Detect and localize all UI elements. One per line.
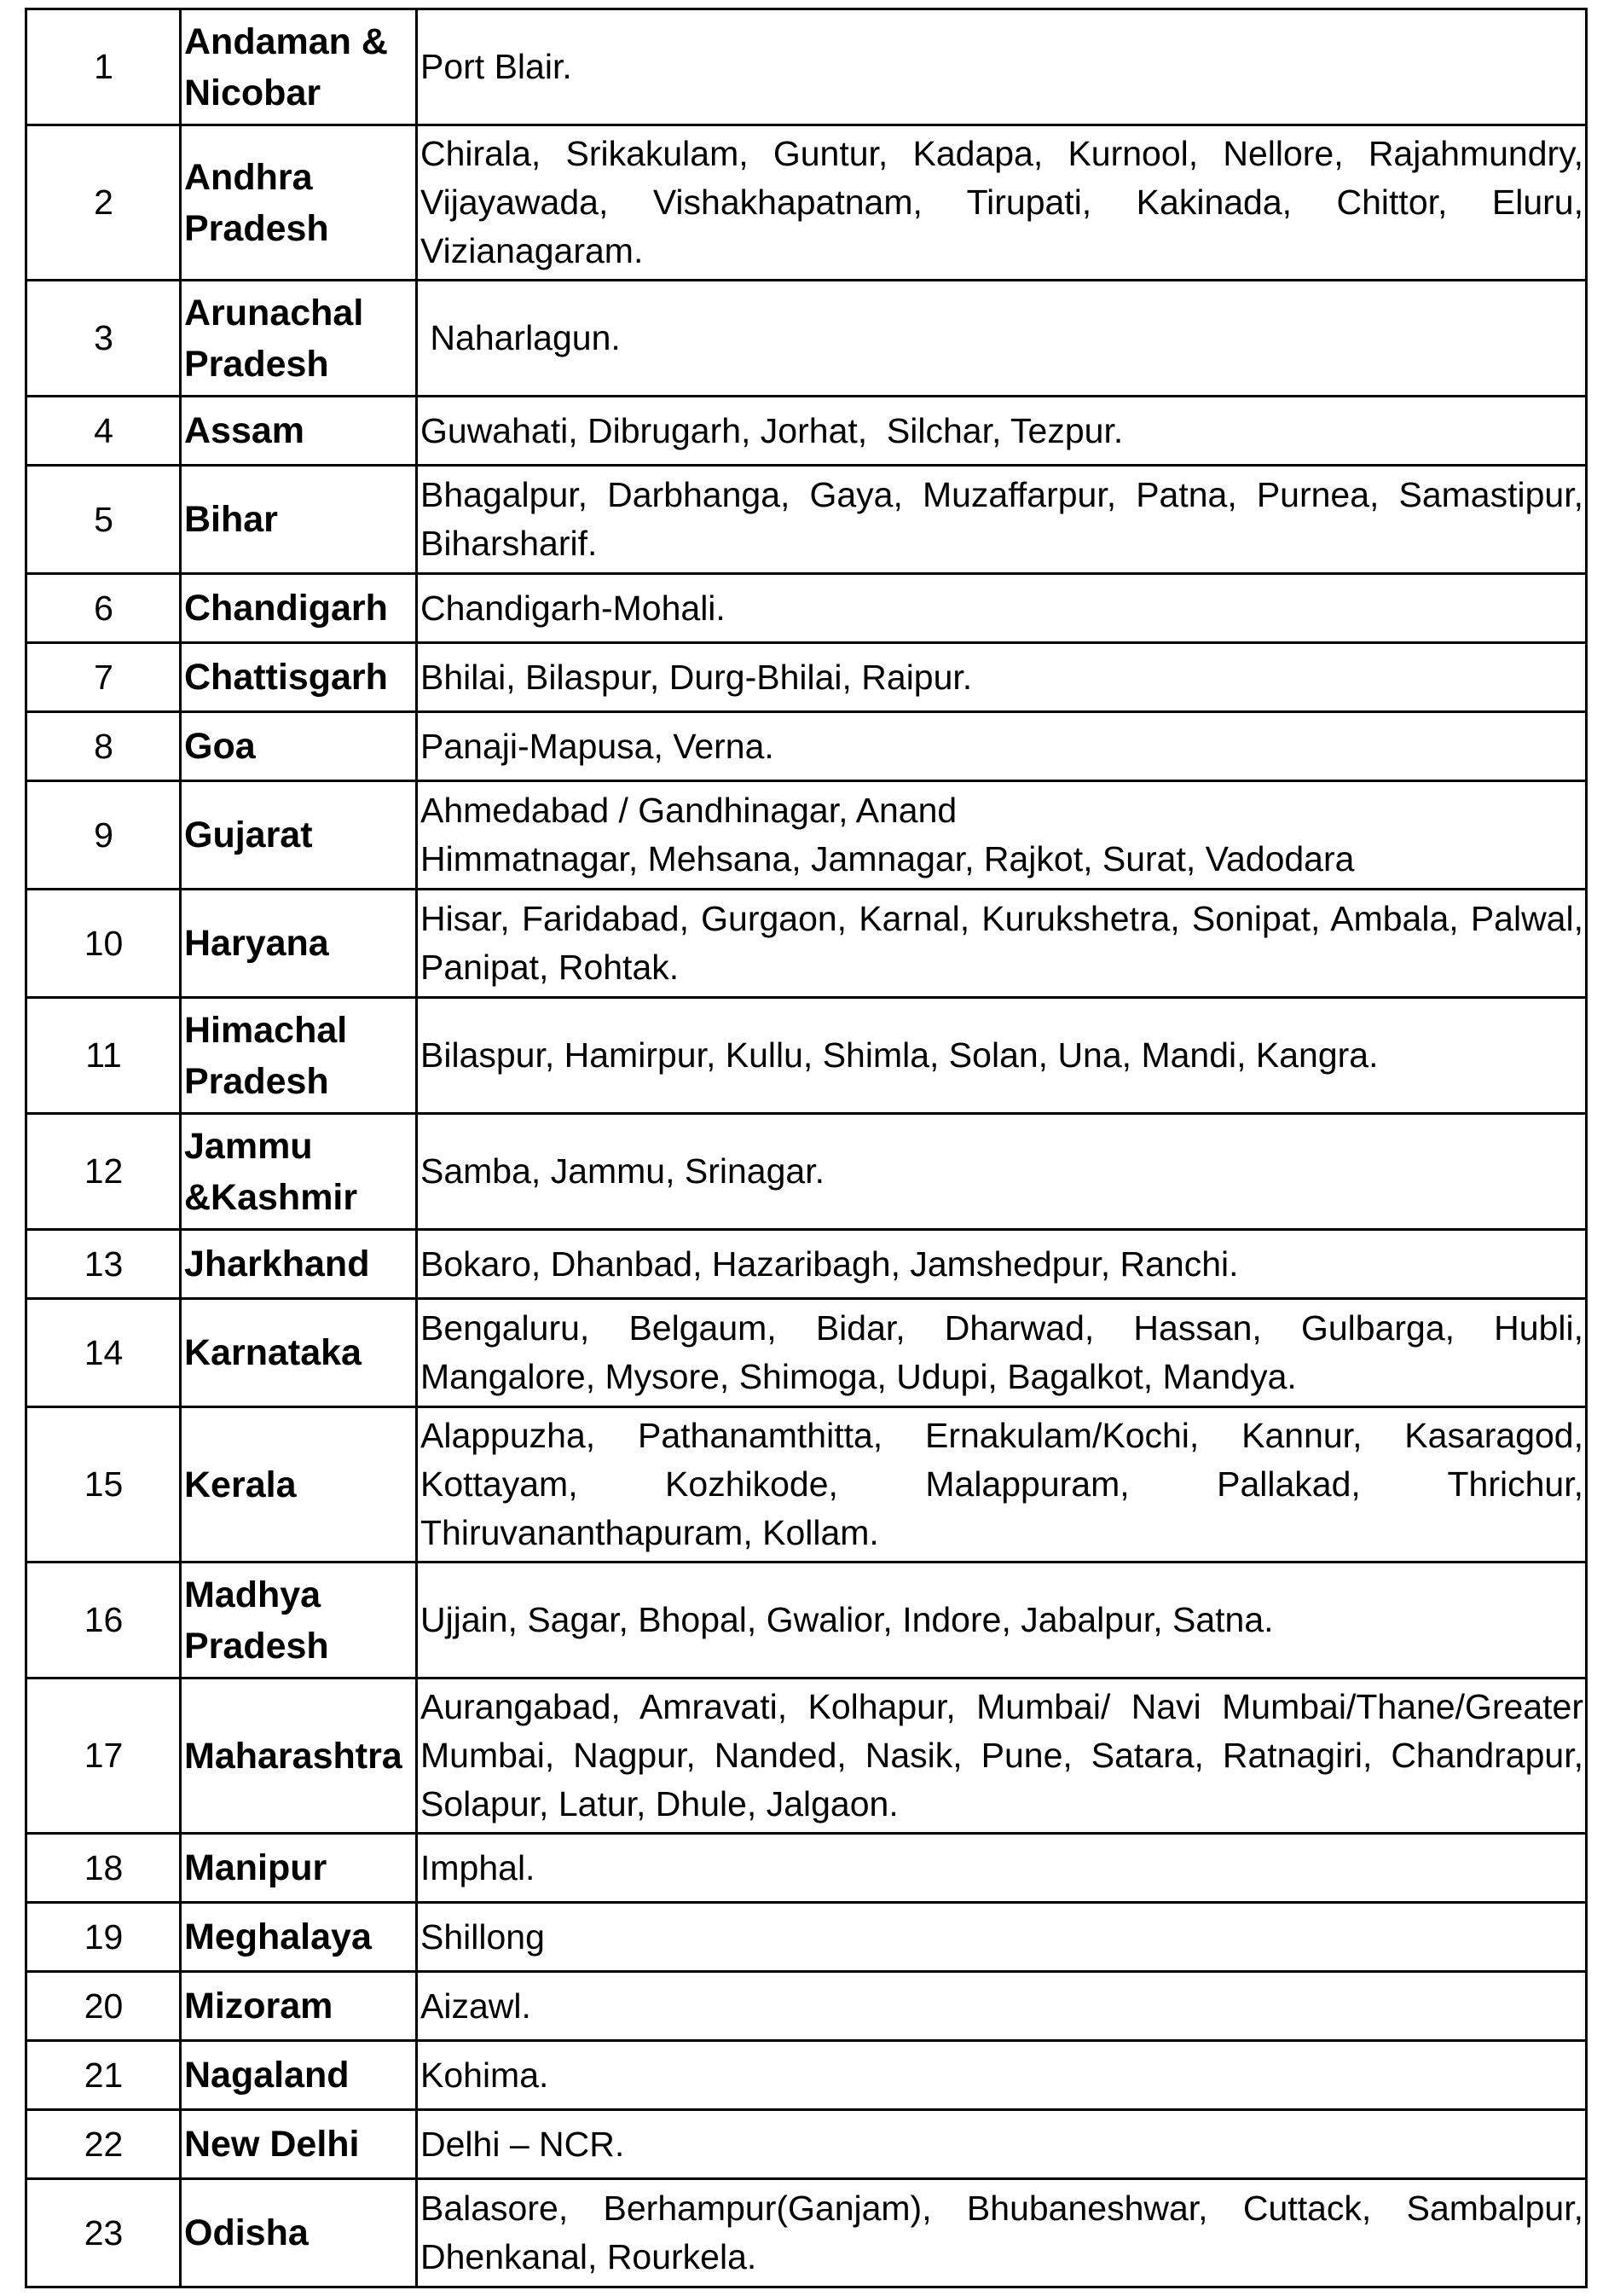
- state-name: Manipur: [181, 1834, 417, 1903]
- city-list: Chandigarh-Mohali.: [417, 574, 1587, 643]
- city-list: Bilaspur, Hamirpur, Kullu, Shimla, Solan, Una, Mandi, Kangra.: [417, 998, 1587, 1114]
- city-list: Delhi – NCR.: [417, 2110, 1587, 2179]
- state-name: Maharashtra: [181, 1679, 417, 1834]
- city-list: Hisar, Faridabad, Gurgaon, Karnal, Kurukshetra, Sonipat, Ambala, Palwal, Panipat, Rohtak.: [417, 890, 1587, 998]
- table-row: [26, 1834, 1587, 1903]
- city-list: Bengaluru, Belgaum, Bidar, Dharwad, Hassan, Gulbarga, Hubli, Mangalore, Mysore, Shimoga, Udupi, Bagalkot, Mandya.: [417, 1299, 1587, 1407]
- table-row: [26, 1972, 1587, 2041]
- table-row: [26, 574, 1587, 643]
- row-number: 19: [26, 1903, 181, 1972]
- row-number: 16: [26, 1563, 181, 1679]
- table-row: [26, 1563, 1587, 1679]
- state-name: Andhra Pradesh: [181, 125, 417, 281]
- state-name: Jammu &Kashmir: [181, 1114, 417, 1230]
- table-row: [26, 1299, 1587, 1407]
- row-number: 9: [26, 781, 181, 890]
- city-list: Ujjain, Sagar, Bhopal, Gwalior, Indore, Jabalpur, Satna.: [417, 1563, 1587, 1679]
- city-list: Alappuzha, Pathanamthitta, Ernakulam/Kochi, Kannur, Kasaragod, Kottayam, Kozhikode, Malappuram, Pallakad, Thrichur, Thiruvananthapuram, Kollam.: [417, 1407, 1587, 1563]
- state-name: New Delhi: [181, 2110, 417, 2179]
- state-name: Karnataka: [181, 1299, 417, 1407]
- state-name: Gujarat: [181, 781, 417, 890]
- city-list: Aizawl.: [417, 1972, 1587, 2041]
- city-list: Ahmedabad / Gandhinagar, Anand Himmatnagar, Mehsana, Jamnagar, Rajkot, Surat, Vadodara: [417, 781, 1587, 890]
- state-name: Meghalaya: [181, 1903, 417, 1972]
- table-row: [26, 1230, 1587, 1299]
- state-name: Andaman & Nicobar: [181, 9, 417, 125]
- city-list: Kohima.: [417, 2041, 1587, 2110]
- state-name: Bihar: [181, 466, 417, 574]
- table-body: [26, 9, 1587, 2287]
- city-list: Samba, Jammu, Srinagar.: [417, 1114, 1587, 1230]
- city-list: Bhagalpur, Darbhanga, Gaya, Muzaffarpur, Patna, Purnea, Samastipur, Biharsharif.: [417, 466, 1587, 574]
- row-number: 5: [26, 466, 181, 574]
- row-number: 18: [26, 1834, 181, 1903]
- state-name: Assam: [181, 397, 417, 466]
- city-list: Balasore, Berhampur(Ganjam), Bhubaneshwar, Cuttack, Sambalpur, Dhenkanal, Rourkela.: [417, 2179, 1587, 2287]
- state-name: Arunachal Pradesh: [181, 281, 417, 397]
- state-name: Mizoram: [181, 1972, 417, 2041]
- city-list: Bokaro, Dhanbad, Hazaribagh, Jamshedpur, Ranchi.: [417, 1230, 1587, 1299]
- row-number: 15: [26, 1407, 181, 1563]
- table-row: [26, 397, 1587, 466]
- table-row: [26, 643, 1587, 712]
- row-number: 17: [26, 1679, 181, 1834]
- row-number: 11: [26, 998, 181, 1114]
- row-number: 4: [26, 397, 181, 466]
- table-row: [26, 1407, 1587, 1563]
- row-number: 22: [26, 2110, 181, 2179]
- row-number: 1: [26, 9, 181, 125]
- state-name: Chattisgarh: [181, 643, 417, 712]
- row-number: 13: [26, 1230, 181, 1299]
- city-list: Bhilai, Bilaspur, Durg-Bhilai, Raipur.: [417, 643, 1587, 712]
- row-number: 23: [26, 2179, 181, 2287]
- city-list: Port Blair.: [417, 9, 1587, 125]
- city-list: Aurangabad, Amravati, Kolhapur, Mumbai/ Navi Mumbai/Thane/Greater Mumbai, Nagpur, Nanded, Nasik, Pune, Satara, Ratnagiri, Chandrapur, Solapur, Latur, Dhule, Jalgaon.: [417, 1679, 1587, 1834]
- table-row: [26, 2110, 1587, 2179]
- state-name: Haryana: [181, 890, 417, 998]
- table-row: [26, 890, 1587, 998]
- row-number: 2: [26, 125, 181, 281]
- city-list: Imphal.: [417, 1834, 1587, 1903]
- row-number: 6: [26, 574, 181, 643]
- table-row: [26, 2179, 1587, 2287]
- table-row: [26, 125, 1587, 281]
- city-list: Shillong: [417, 1903, 1587, 1972]
- city-list: Panaji-Mapusa, Verna.: [417, 712, 1587, 781]
- table-row: [26, 1114, 1587, 1230]
- row-number: 8: [26, 712, 181, 781]
- table-row: [26, 781, 1587, 890]
- row-number: 12: [26, 1114, 181, 1230]
- table-row: [26, 9, 1587, 125]
- table-row: [26, 712, 1587, 781]
- state-city-table: [25, 8, 1588, 2288]
- row-number: 14: [26, 1299, 181, 1407]
- state-name: Kerala: [181, 1407, 417, 1563]
- row-number: 21: [26, 2041, 181, 2110]
- state-name: Chandigarh: [181, 574, 417, 643]
- state-name: Odisha: [181, 2179, 417, 2287]
- state-name: Nagaland: [181, 2041, 417, 2110]
- table-row: [26, 281, 1587, 397]
- table-row: [26, 1903, 1587, 1972]
- state-name: Jharkhand: [181, 1230, 417, 1299]
- city-list: Guwahati, Dibrugarh, Jorhat, Silchar, Tezpur.: [417, 397, 1587, 466]
- row-number: 7: [26, 643, 181, 712]
- table-row: [26, 1679, 1587, 1834]
- row-number: 20: [26, 1972, 181, 2041]
- row-number: 10: [26, 890, 181, 998]
- state-name: Madhya Pradesh: [181, 1563, 417, 1679]
- city-list: Naharlagun.: [417, 281, 1587, 397]
- table-row: [26, 466, 1587, 574]
- table-row: [26, 998, 1587, 1114]
- state-name: Himachal Pradesh: [181, 998, 417, 1114]
- table-row: [26, 2041, 1587, 2110]
- row-number: 3: [26, 281, 181, 397]
- city-list: Chirala, Srikakulam, Guntur, Kadapa, Kurnool, Nellore, Rajahmundry, Vijayawada, Vishakhapatnam, Tirupati, Kakinada, Chittor, Eluru, Vizianagaram.: [417, 125, 1587, 281]
- state-name: Goa: [181, 712, 417, 781]
